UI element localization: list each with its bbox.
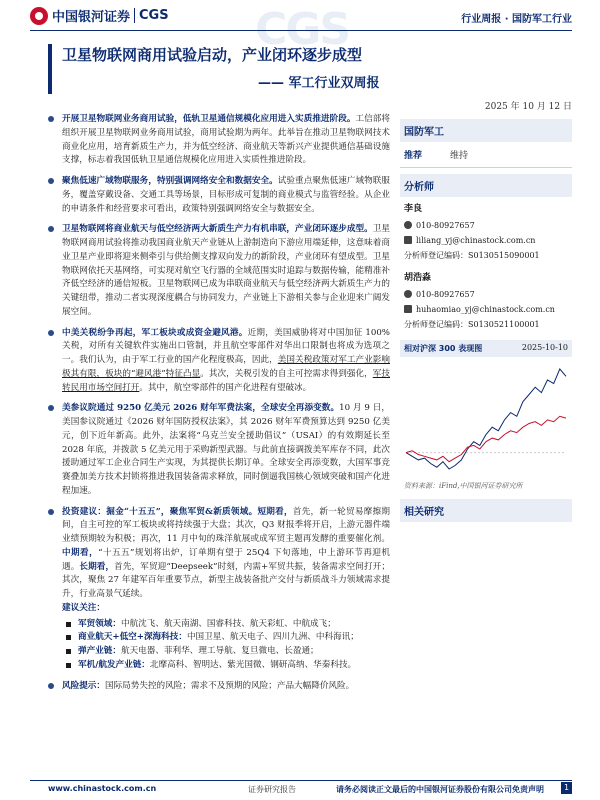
list-item <box>48 113 390 168</box>
list-item <box>66 645 390 659</box>
bullet-text: 。其次，关税引发的自主可控需求得到强化， <box>200 368 373 379</box>
performance-chart <box>400 359 572 479</box>
bullet-icon <box>48 226 54 232</box>
footer-site[interactable]: www.chinastock.com.cn <box>48 784 157 793</box>
brand-name-en: CGS <box>134 8 169 23</box>
industry-label: 国防军工 <box>400 119 572 142</box>
sub-text: 北摩高科、智明达、紫光国微、钢研高纳、华秦科技。 <box>149 659 357 670</box>
email-icon <box>404 305 412 313</box>
bullet-icon <box>48 330 54 336</box>
analyst-cert: 分析师登记编码：S0130515090001 <box>404 251 540 261</box>
bullet-text: 工信部将组织开展卫星物联网业务商用试验，商用试验期为两年。此举旨在推动卫星物联网技术商业化应用，培育新质生产力，并为低空经济、商业航天等新兴产业提供通信基础设施支撑，标志着我国低轨卫星通信规模化应用进入实质性推进阶段。 <box>62 114 390 166</box>
chart-source: 资料来源：iFind,中国银河证券研究所 <box>404 482 523 491</box>
list-item <box>66 659 390 673</box>
bullet-subheading: 中期看， <box>62 547 99 558</box>
analyst-card <box>400 197 572 266</box>
report-type: 行业周报 · 国防军工行业 <box>461 14 572 25</box>
chart-series-line-1 <box>406 417 566 462</box>
analyst-email[interactable]: liliang_yj@chinastock.com.cn <box>416 236 536 246</box>
footer-disclaimer: 请务必阅读正文最后的中国银河证券股份有限公司免责声明 <box>336 785 544 794</box>
bullet-icon <box>48 405 54 411</box>
chart-title: 相对沪深 300 表现图 <box>404 344 483 354</box>
bullet-subheading: 短期看， <box>257 506 293 517</box>
analyst-phone-row <box>404 287 568 302</box>
recommendation-list <box>66 618 390 673</box>
sub-text: 中航沈飞、航天南湖、国睿科技、航天彩虹、中航成飞； <box>120 618 336 629</box>
analyst-email-row <box>404 302 568 317</box>
chart-series-line-0 <box>406 369 566 469</box>
sub-text: 中国卫星、航天电子、四川九洲、中科海讯； <box>186 632 359 643</box>
bullet-heading: 聚焦低速广域物联服务，特别强调网络安全和数据安全。 <box>62 176 278 186</box>
list-item <box>48 402 390 498</box>
analyst-card <box>400 266 572 335</box>
bullet-icon <box>48 683 54 689</box>
analyst-email-row <box>404 233 568 248</box>
bullet-underline: 美国关税政策对军工产业影响极其有限，板块的“避风港”特征凸显 <box>62 355 390 379</box>
bullet-underline: 军技转民用市场空间打开 <box>62 368 390 393</box>
list-item <box>48 506 390 673</box>
phone-icon <box>404 290 412 298</box>
bullet-icon <box>48 509 54 515</box>
analyst-email[interactable]: huhaomiao_yj@chinastock.com.cn <box>416 304 555 314</box>
bullet-text: 试验重点聚焦低速广域物联服务，覆盖穿戴设备、交通工具等场景，目标形成可复制的商业模式与监管经验。从企业的申请条件和经营要求可看出，政策特别强调网络安全与数据安全。 <box>62 176 390 214</box>
bullet-text: 近期，美国威胁将对中国加征 100%关税，对所有关键软件实施出口管制，并且航空零部件对华出口限制也将成为选项之一。我们认为，由于军工行业的国产化程度极高，因此， <box>62 327 390 365</box>
bullet-heading: 卫星物联网将商业航天与低空经济两大新质生产力有机串联，产业闭环逐步成型。 <box>62 224 373 235</box>
list-item <box>48 223 390 319</box>
analyst-phone: 010-80927657 <box>416 221 475 231</box>
analyst-name: 李良 <box>404 204 423 214</box>
bullet-heading: 投资建议：掘金“十五五”，聚焦军贸&新质领域。 <box>62 506 258 517</box>
sub-label: 商业航天+低空+深海科技： <box>78 632 187 643</box>
list-item <box>48 327 390 396</box>
list-item <box>66 618 390 632</box>
bullet-heading: 风险提示： <box>62 680 105 691</box>
footer-divider <box>30 780 572 781</box>
chart-header <box>400 340 572 357</box>
square-bullet-icon <box>66 622 71 627</box>
square-bullet-icon <box>66 663 71 668</box>
brand-name: 中国银河证券 <box>52 10 131 25</box>
bullet-text: 首先，军贸迎“Deepseek”时刻，内需+军贸共振，装备需求空间打开；其次，聚焦 27 年建军百年重要节点，新型主战装备批产交付与新质战斗力领域需求提升，行业高景气延续。 <box>62 561 390 599</box>
list-item <box>48 680 390 694</box>
related-research-title[interactable]: 相关研究 <box>400 499 572 522</box>
header-divider <box>30 30 572 31</box>
performance-chart-svg <box>400 359 572 479</box>
rating-value: 维持 <box>450 151 469 161</box>
analyst-cert: 分析师登记编码：S0130521100001 <box>404 320 540 330</box>
rating-label: 推荐 <box>404 151 423 161</box>
bullet-text: 。其中，航空零部件的国产化进程有望破冰。 <box>139 382 312 393</box>
bullet-text: 首先，新一轮贸易摩擦期间，自主可控的军工板块或将持续强于大盘；其次，Q3 财报季将开启，上游元器件端业绩预期较为积极；再次，11 月中旬的珠洋航展或成军贸主题再发酵的重要催化剂。 <box>62 506 390 544</box>
brand-logo-icon <box>30 7 48 25</box>
analyst-phone: 010-80927657 <box>416 289 475 299</box>
sub-label: 军贸领域： <box>78 618 121 629</box>
bullet-text: 10 月 9 日，美国参议院通过《2026 财年国防授权法案》，其 2026 财年军费预算达到 9250 亿美元，创下近年新高。此外，法案将“乌克兰安全援助倡议”（USAI）的有效期延长至 2028 年底，并拨款 5 亿美元用于采购新型武器。与此前直接调拨美军库存不同，此次援助通过军工企业合同生产实现，为其提供长期订单。全球安全再添变数，大国军事竞赛叠加美方技术封锁将推进我国装备需求释放，同时倒逼我国核心领域突破和国产化进程加速。 <box>62 403 390 496</box>
bullet-icon <box>48 178 54 184</box>
report-date: 2025 年 10 月 12 日 <box>484 102 572 112</box>
main-content <box>48 113 390 700</box>
square-bullet-icon <box>66 635 71 640</box>
chart-date: 2025-10-10 <box>521 343 568 353</box>
sub-text: 航天电器、菲利华、理工导航、复旦微电、长盈通； <box>120 646 319 656</box>
square-bullet-icon <box>66 649 71 654</box>
sub-label: 军机/航发产业链： <box>78 659 150 670</box>
bullet-heading: 开展卫星物联网业务商用试验，低轨卫星通信规模化应用进入实质推进阶段。 <box>62 114 356 124</box>
brand-logo <box>30 6 169 25</box>
bullet-heading: 中美关税纷争再起，军工板块或成资金避风港。 <box>62 327 248 338</box>
phone-icon <box>404 221 412 229</box>
bullet-text: 国际局势失控的风险；需求不及预期的风险；产品大幅降价风险。 <box>104 680 355 691</box>
list-item <box>48 175 390 216</box>
footer-center: 证券研究报告 <box>248 785 296 794</box>
watermark: CGS <box>255 4 350 55</box>
page-subtitle: —— 军工行业双周报 <box>258 76 380 91</box>
bullet-subheading: 长期看， <box>79 561 115 572</box>
sidebar <box>400 113 572 522</box>
analyst-section-title: 分析师 <box>400 174 572 197</box>
rating-row <box>400 142 572 168</box>
bullet-subheading: 建议关注： <box>62 602 105 613</box>
bullet-text: 卫星物联网商用试验将推动我国商业航天产业链从上游制造向下游应用端延伸，这意味着商业卫星产业即将迎来侧牵引与供给侧支撑双向发力的新阶段，产业闭环有望成型。卫星物联网依托天基网络，可实现对航空飞行器的全域范围实时追踪与数据传输，能精准补齐低空经济的通信短板。卫星物联网已成为串联商业航天与低空经济两大新质生产力的关键纽带，推动二者实现深度耦合与协同发力，产业链上下游相关参与企业迎来广阔发展空间。 <box>62 224 390 317</box>
email-icon <box>404 236 412 244</box>
page-title: 卫星物联网商用试验启动，产业闭环逐步成型 <box>62 46 363 64</box>
list-item <box>66 631 390 645</box>
analyst-name: 胡浩淼 <box>404 272 432 283</box>
bullet-icon <box>48 116 54 122</box>
bullet-text: “十五五”规划将出炉，订单期有望于 25Q4 下旬落地，中上游环节再迎机遇。 <box>62 547 390 572</box>
analyst-phone-row <box>404 218 568 233</box>
bullet-heading: 美参议院通过 9250 亿美元 2026 财年军费法案，全球安全再添变数。 <box>62 403 340 414</box>
page-number: 1 <box>561 782 572 794</box>
sub-label: 弹产业链： <box>78 646 121 656</box>
title-accent-bar <box>48 44 52 94</box>
